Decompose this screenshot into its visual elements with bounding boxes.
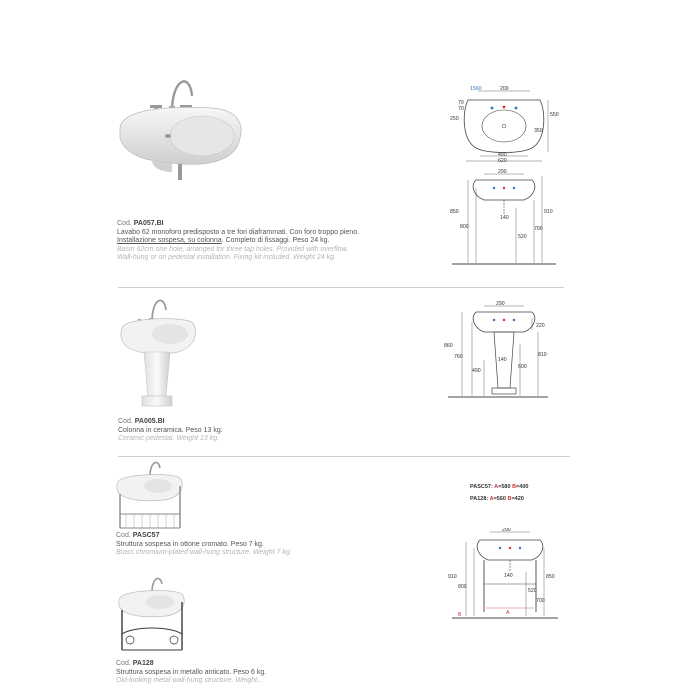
svg-text:490: 490 [498, 152, 507, 158]
drawing-pedestal-view [440, 300, 552, 404]
product-code-pa128: Cod. PA128 [116, 660, 154, 667]
svg-text:910: 910 [448, 574, 457, 580]
basin-photo [112, 68, 247, 188]
drawing-frame-view [446, 528, 564, 622]
svg-text:140: 140 [500, 215, 509, 221]
svg-text:910: 910 [544, 209, 553, 215]
svg-text:220: 220 [536, 323, 545, 329]
svg-text:600: 600 [518, 364, 527, 370]
svg-text:250: 250 [450, 116, 459, 122]
product-desc-it: Struttura sospesa in ottone cromato. Peso 7 kg. [116, 540, 264, 548]
svg-text:550: 550 [550, 112, 559, 118]
product-desc-en: Old-looking metal wall-hung structure. Weight... [116, 677, 263, 685]
svg-text:800: 800 [458, 584, 467, 590]
product-code-pasc57: Cod. PASC57 [116, 532, 160, 539]
svg-text:860: 860 [444, 343, 453, 349]
svg-text:520: 520 [518, 234, 527, 240]
svg-text:810: 810 [538, 352, 547, 358]
svg-text:700: 700 [534, 226, 543, 232]
product-desc-it-line2: Installazione sospesa, su colonna. Completo di fissaggi. Peso 24 kg. [117, 237, 330, 245]
svg-text:200: 200 [500, 86, 509, 92]
svg-text:140: 140 [498, 357, 507, 363]
svg-text:70: 70 [458, 100, 464, 106]
product-desc-it: Colonna in ceramica. Peso 13 kg. [118, 426, 223, 434]
svg-text:760: 760 [454, 354, 463, 360]
chrome-frame-basin-photo [114, 458, 186, 536]
product-desc-en-line1: Basin 62cm one hole, arranged for three tap holes. Provided with overflow. [117, 245, 349, 253]
svg-text:850: 850 [450, 209, 459, 215]
product-desc-en-line2: Wall-hung or on pedestal installation. Fixing kit included. Weight 24 kg. [117, 254, 336, 262]
svg-text:850: 850 [546, 574, 555, 580]
svg-text:800: 800 [460, 224, 469, 230]
separator [118, 287, 564, 288]
svg-text:1560: 1560 [470, 86, 482, 92]
product-code-pa005: Cod. PA005.BI [118, 418, 165, 425]
svg-text:290: 290 [496, 301, 505, 307]
svg-text:A: A [506, 610, 510, 616]
svg-text:70: 70 [458, 106, 464, 112]
product-desc-en: Ceramic pedestal. Weight 13 kg. [118, 435, 220, 443]
drawing-side-view [448, 168, 560, 268]
size-table [470, 484, 528, 502]
drawing-top-view [448, 82, 560, 162]
svg-text:140: 140 [504, 573, 513, 579]
svg-text:490: 490 [472, 368, 481, 374]
product-desc-it-line1: Lavabo 62 monoforo predisposto a tre fori diaframmati. Con foro troppo pieno. [117, 228, 360, 236]
size-row-pasc57: PASC57: A=580 B=400 [470, 484, 529, 490]
svg-text:520: 520 [528, 588, 537, 594]
product-code-pa057: Cod. PA057.BI [117, 220, 164, 227]
svg-text:700: 700 [536, 598, 545, 604]
pedestal-basin-photo [118, 292, 200, 414]
svg-text:290: 290 [502, 528, 511, 533]
product-desc-it: Struttura sospesa in metallo anticato. Peso 6 kg. [116, 668, 267, 676]
svg-text:350: 350 [534, 128, 543, 134]
svg-text:290: 290 [498, 169, 507, 175]
svg-text:B: B [458, 612, 462, 618]
separator [118, 456, 570, 457]
size-row-pa128: PA128: A=560 B=420 [470, 496, 524, 502]
antique-frame-basin-photo [114, 574, 188, 656]
svg-text:620: 620 [498, 158, 507, 162]
product-desc-en: Brass chromium-plated wall-hung structure. Weight 7 kg. [116, 549, 292, 557]
